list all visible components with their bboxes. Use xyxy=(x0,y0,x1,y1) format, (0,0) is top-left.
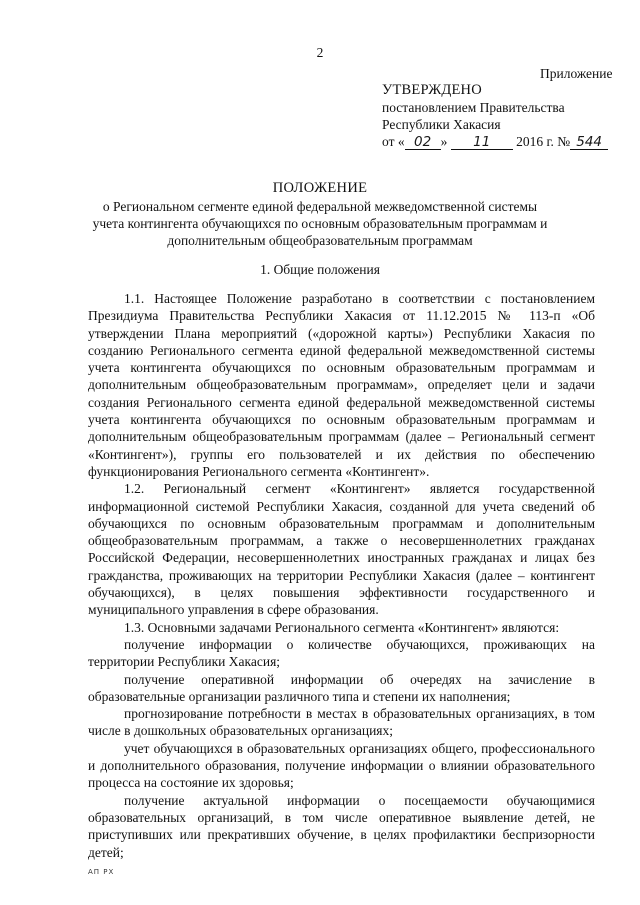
document-title: ПОЛОЖЕНИЕ xyxy=(272,180,368,196)
task-item: получение информации о количестве обучающихся, проживающих на территории Республики Хакасия; xyxy=(88,636,595,670)
approved-word: УТВЕРЖДЕНО xyxy=(382,82,482,98)
approval-line-2: Республики Хакасия xyxy=(382,117,501,132)
page-number: 2 xyxy=(316,45,324,60)
appendix-label: Приложение xyxy=(540,66,613,81)
approval-date-line xyxy=(382,133,608,150)
handwritten-month: 11 xyxy=(451,135,513,150)
section-heading: 1. Общие положения xyxy=(260,262,380,277)
approval-block xyxy=(382,82,608,150)
footer-mark: АП РХ xyxy=(88,868,115,876)
paragraph-1-1: 1.1. Настоящее Положение разработано в соответствии с постановлением Президиума Правительства Республики Хакасия от 11.12.2015 № 113-п «Об утверждении Плана мероприятий («дорожной карты») Республики Хакасия по созданию Регионального сегмента единой федеральной межведомственной системы учета контингента обучающихся по основным образовательным программам и дополнительным общеобразовательным программам», определяет цели и задачи создания Регионального сегмента единой федеральной межведомственной системы учета контингента обучающихся по основным образовательным программам и дополнительным общеобразовательным программам (далее – Региональный сегмент «Контингент»), группы его пользователей и их действия по обеспечению функционирования Регионального сегмента «Контингент». xyxy=(88,291,595,479)
approval-line-1: постановлением Правительства xyxy=(382,100,565,115)
task-item: учет обучающихся в образовательных организациях общего, профессионального и дополнительного образования, получение информации о влиянии образовательного процесса на состояние их здоровья; xyxy=(88,740,595,791)
document-subtitle: о Региональном сегменте единой федеральной межведомственной системы учета контингента обучающихся по основным образовательным программам и дополнительным общеобразовательным программам xyxy=(92,199,548,248)
task-item: получение оперативной информации об очередях на зачисление в образовательные организации различного типа и степени их наполнения; xyxy=(88,671,595,704)
handwritten-day: 02 xyxy=(405,135,441,150)
body-text xyxy=(88,290,595,861)
task-item: прогнозирование потребности в местах в образовательных организациях, в том числе в дошкольных образовательных организациях; xyxy=(88,706,595,739)
date-mid: » xyxy=(440,134,448,149)
date-prefix: от « xyxy=(382,134,405,149)
handwritten-number: 544 xyxy=(570,135,608,150)
date-year: 2016 г. № xyxy=(516,134,571,149)
paragraph-1-2: 1.2. Региональный сегмент «Контингент» является государственной информационной системой Республики Хакасия, созданной для учета сведений об обучающихся по основным образовательным программам и дополнительным общеобразовательным программам, а также о несовершеннолетних гражданах Российской Федерации, несовершеннолетних иностранных гражданах и лицах без гражданства, проживающих на территории Республики Хакасия (далее – контингент обучающихся), в целях повышения эффективности государственного и муниципального управления в сфере образования. xyxy=(88,481,595,618)
task-item: получение актуальной информации о посещаемости обучающимися образовательных организаций, в том числе оперативное выявление детей, не приступивших или прекративших обучение, в целях профилактики беспризорности детей; xyxy=(88,792,595,860)
paragraph-1-3: 1.3. Основными задачами Регионального сегмента «Контингент» являются: xyxy=(124,619,560,635)
